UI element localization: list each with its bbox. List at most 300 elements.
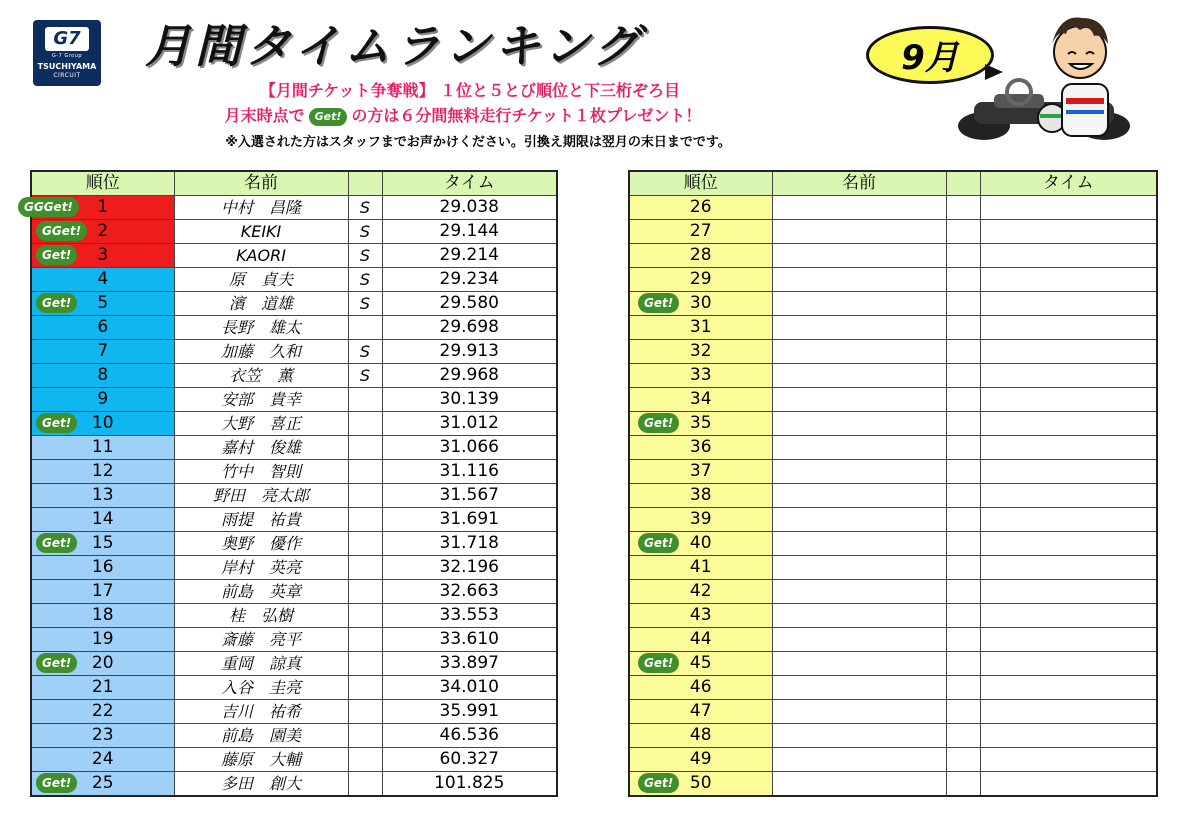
rank-cell <box>31 388 174 412</box>
ranking-table-right <box>628 170 1158 797</box>
logo-mark: G7 <box>45 27 89 51</box>
table-row <box>31 316 557 340</box>
name-cell: 原 貞夫 <box>174 268 348 292</box>
rank-number: 28 <box>689 245 712 265</box>
get-badge: Get! <box>638 653 679 673</box>
rank-number: 12 <box>91 461 114 481</box>
class-badge-cell <box>348 460 382 484</box>
get-badge-inline: Get! <box>309 108 348 126</box>
table-row <box>31 532 557 556</box>
name-cell: 嘉村 俊雄 <box>174 436 348 460</box>
class-badge-cell <box>946 220 980 244</box>
class-badge-cell: S <box>348 244 382 268</box>
name-cell: 大野 喜正 <box>174 412 348 436</box>
rank-number: 49 <box>689 749 712 769</box>
table-row <box>31 436 557 460</box>
class-badge-cell <box>946 676 980 700</box>
rank-number: 42 <box>689 581 712 601</box>
rank-cell <box>31 724 174 748</box>
table-row <box>31 196 557 220</box>
table-row <box>629 676 1157 700</box>
time-cell: 30.139 <box>382 388 557 412</box>
name-cell <box>772 316 946 340</box>
name-cell <box>772 676 946 700</box>
class-badge-cell <box>946 436 980 460</box>
name-cell: KAORI <box>174 244 348 268</box>
table-row <box>31 604 557 628</box>
rank-cell <box>629 532 772 556</box>
time-cell: 34.010 <box>382 676 557 700</box>
col-time-header: タイム <box>980 171 1157 196</box>
table-row <box>31 508 557 532</box>
time-cell <box>980 460 1157 484</box>
logo-name: TSUCHIYAMA <box>37 62 97 71</box>
name-cell: 重岡 諒真 <box>174 652 348 676</box>
rank-number: 8 <box>97 365 109 385</box>
time-cell <box>980 340 1157 364</box>
logo-group: G-7 Group <box>51 53 83 59</box>
rank-number: 44 <box>689 629 712 649</box>
class-badge-cell <box>946 196 980 220</box>
class-badge-cell <box>348 676 382 700</box>
table-header-row <box>31 171 557 196</box>
class-badge-cell <box>946 412 980 436</box>
class-badge-cell <box>946 268 980 292</box>
get-badge: Get! <box>36 773 77 793</box>
rank-number: 1 <box>97 197 109 217</box>
name-cell <box>772 748 946 772</box>
class-badge-cell: S <box>348 340 382 364</box>
time-cell <box>980 268 1157 292</box>
name-cell <box>772 460 946 484</box>
rank-number: 6 <box>97 317 109 337</box>
class-badge-cell <box>946 388 980 412</box>
rank-number: 27 <box>689 221 712 241</box>
name-cell: 多田 創大 <box>174 772 348 797</box>
class-badge-cell <box>348 388 382 412</box>
time-cell: 101.825 <box>382 772 557 797</box>
class-badge-cell <box>348 436 382 460</box>
rank-cell <box>31 220 174 244</box>
get-badge: Get! <box>36 245 77 265</box>
class-badge-cell <box>348 748 382 772</box>
time-cell <box>980 700 1157 724</box>
table-row <box>31 772 557 797</box>
rank-cell <box>629 604 772 628</box>
rank-number: 31 <box>689 317 712 337</box>
rank-number: 48 <box>689 725 712 745</box>
logo-sub: CIRCUIT <box>53 72 81 79</box>
rank-cell <box>629 244 772 268</box>
class-badge-cell <box>348 604 382 628</box>
time-cell: 29.698 <box>382 316 557 340</box>
rank-cell <box>31 436 174 460</box>
class-badge-cell <box>348 508 382 532</box>
table-row <box>31 724 557 748</box>
rank-cell <box>629 340 772 364</box>
rank-number: 13 <box>91 485 114 505</box>
table-row <box>629 532 1157 556</box>
rank-cell <box>31 292 174 316</box>
rank-number: 46 <box>689 677 712 697</box>
rank-cell <box>31 316 174 340</box>
get-badge: GGGet! <box>18 197 79 217</box>
rank-number: 30 <box>689 293 712 313</box>
rank-number: 43 <box>689 605 712 625</box>
rank-number: 47 <box>689 701 712 721</box>
time-cell: 31.718 <box>382 532 557 556</box>
table-row <box>629 604 1157 628</box>
col-time-header: タイム <box>382 171 557 196</box>
table-row <box>629 436 1157 460</box>
circuit-logo <box>33 20 101 86</box>
class-badge-cell <box>946 556 980 580</box>
class-badge-cell <box>348 772 382 797</box>
time-cell <box>980 532 1157 556</box>
rank-number: 3 <box>97 245 109 265</box>
get-badge: Get! <box>638 293 679 313</box>
name-cell <box>772 364 946 388</box>
class-badge-cell <box>348 652 382 676</box>
name-cell: 加藤 久和 <box>174 340 348 364</box>
class-badge-cell <box>348 628 382 652</box>
rank-cell <box>629 700 772 724</box>
rank-number: 45 <box>689 653 712 673</box>
table-row <box>31 748 557 772</box>
rank-cell <box>629 460 772 484</box>
rank-cell <box>629 220 772 244</box>
table-row <box>31 700 557 724</box>
rank-number: 37 <box>689 461 712 481</box>
table-header-row <box>629 171 1157 196</box>
page-title: 月間タイムランキング <box>145 19 643 73</box>
class-badge-cell <box>348 316 382 340</box>
rank-number: 24 <box>91 749 114 769</box>
class-badge-cell <box>946 700 980 724</box>
rank-number: 10 <box>91 413 114 433</box>
table-row <box>31 388 557 412</box>
rank-cell <box>629 364 772 388</box>
name-cell <box>772 340 946 364</box>
table-row <box>629 460 1157 484</box>
rank-cell <box>629 196 772 220</box>
rank-cell <box>629 292 772 316</box>
rank-number: 20 <box>91 653 114 673</box>
table-row <box>629 652 1157 676</box>
name-cell <box>772 484 946 508</box>
campaign-line-2-end: の方は６分間無料走行チケット１枚プレゼント！ <box>351 106 702 125</box>
name-cell <box>772 244 946 268</box>
time-cell <box>980 652 1157 676</box>
rank-number: 5 <box>97 293 109 313</box>
table-row <box>629 340 1157 364</box>
name-cell <box>772 556 946 580</box>
class-badge-cell <box>946 580 980 604</box>
rank-number: 39 <box>689 509 712 529</box>
name-cell <box>772 604 946 628</box>
rank-number: 34 <box>689 389 712 409</box>
get-badge: GGet! <box>36 221 87 241</box>
col-badge-header <box>348 171 382 196</box>
rank-cell <box>629 628 772 652</box>
rank-cell <box>31 652 174 676</box>
table-row <box>629 364 1157 388</box>
table-row <box>31 628 557 652</box>
time-cell: 31.066 <box>382 436 557 460</box>
class-badge-cell <box>946 316 980 340</box>
class-badge-cell <box>946 340 980 364</box>
name-cell: 入谷 圭亮 <box>174 676 348 700</box>
rank-cell <box>31 604 174 628</box>
table-row <box>629 388 1157 412</box>
campaign-note: ※入選された方はスタッフまでお声かけください。引換え期限は翌月の末日までです。 <box>225 135 731 150</box>
mascot-kart-illustration <box>944 14 1144 148</box>
get-badge: Get! <box>36 293 77 313</box>
table-row <box>31 292 557 316</box>
time-cell <box>980 220 1157 244</box>
time-cell <box>980 388 1157 412</box>
rank-number: 4 <box>97 269 109 289</box>
name-cell: 安部 貴幸 <box>174 388 348 412</box>
class-badge-cell <box>348 724 382 748</box>
rank-number: 21 <box>91 677 114 697</box>
class-badge-cell <box>946 652 980 676</box>
get-badge: Get! <box>36 413 77 433</box>
get-badge: Get! <box>638 533 679 553</box>
rank-cell <box>629 508 772 532</box>
time-cell: 29.214 <box>382 244 557 268</box>
rank-cell <box>629 436 772 460</box>
get-badge: Get! <box>638 413 679 433</box>
name-cell <box>772 268 946 292</box>
time-cell <box>980 556 1157 580</box>
rank-number: 7 <box>97 341 109 361</box>
rank-number: 50 <box>689 773 712 793</box>
table-row <box>629 724 1157 748</box>
rank-number: 25 <box>91 773 114 793</box>
time-cell: 60.327 <box>382 748 557 772</box>
time-cell <box>980 484 1157 508</box>
rank-cell <box>31 460 174 484</box>
get-badge: Get! <box>36 653 77 673</box>
rank-cell <box>31 244 174 268</box>
time-cell: 29.580 <box>382 292 557 316</box>
rank-cell <box>629 748 772 772</box>
table-row <box>629 628 1157 652</box>
name-cell: 藤原 大輔 <box>174 748 348 772</box>
rank-cell <box>31 556 174 580</box>
table-row <box>629 292 1157 316</box>
name-cell <box>772 436 946 460</box>
name-cell: 竹中 智則 <box>174 460 348 484</box>
table-row <box>31 556 557 580</box>
class-badge-cell: S <box>348 196 382 220</box>
rank-number: 40 <box>689 533 712 553</box>
table-row <box>31 340 557 364</box>
class-badge-cell <box>946 748 980 772</box>
name-cell: 濱 道雄 <box>174 292 348 316</box>
name-cell: 奥野 優作 <box>174 532 348 556</box>
rank-number: 19 <box>91 629 114 649</box>
rank-cell <box>31 508 174 532</box>
time-cell: 31.116 <box>382 460 557 484</box>
rank-number: 33 <box>689 365 712 385</box>
rank-cell <box>31 580 174 604</box>
rank-cell <box>31 340 174 364</box>
class-badge-cell: S <box>348 364 382 388</box>
name-cell: 前島 園美 <box>174 724 348 748</box>
rank-number: 23 <box>91 725 114 745</box>
table-row <box>629 556 1157 580</box>
rank-cell <box>31 484 174 508</box>
get-badge: Get! <box>36 533 77 553</box>
rank-number: 38 <box>689 485 712 505</box>
name-cell <box>772 700 946 724</box>
table-row <box>629 508 1157 532</box>
class-badge-cell <box>946 628 980 652</box>
rank-number: 22 <box>91 701 114 721</box>
class-badge-cell <box>946 244 980 268</box>
table-row <box>31 268 557 292</box>
rank-cell <box>629 676 772 700</box>
rank-cell <box>629 724 772 748</box>
name-cell <box>772 532 946 556</box>
time-cell: 29.913 <box>382 340 557 364</box>
time-cell: 35.991 <box>382 700 557 724</box>
name-cell: 野田 亮太郎 <box>174 484 348 508</box>
time-cell: 31.012 <box>382 412 557 436</box>
table-row <box>31 412 557 436</box>
rank-cell <box>31 628 174 652</box>
rank-cell <box>31 772 174 797</box>
table-row <box>31 244 557 268</box>
table-row <box>629 268 1157 292</box>
time-cell <box>980 724 1157 748</box>
table-row <box>629 484 1157 508</box>
time-cell <box>980 508 1157 532</box>
rank-cell <box>629 652 772 676</box>
time-cell: 29.968 <box>382 364 557 388</box>
rank-number: 16 <box>91 557 114 577</box>
name-cell: 衣笠 薫 <box>174 364 348 388</box>
name-cell <box>772 724 946 748</box>
table-row <box>629 316 1157 340</box>
name-cell <box>772 412 946 436</box>
rank-cell <box>629 772 772 797</box>
name-cell <box>772 628 946 652</box>
time-cell: 33.897 <box>382 652 557 676</box>
time-cell <box>980 364 1157 388</box>
col-badge-header <box>946 171 980 196</box>
name-cell <box>772 388 946 412</box>
rank-number: 2 <box>97 221 109 241</box>
get-badge: Get! <box>638 773 679 793</box>
col-rank-header: 順位 <box>629 171 772 196</box>
rank-cell <box>629 388 772 412</box>
rank-number: 9 <box>97 389 109 409</box>
rank-number: 15 <box>91 533 114 553</box>
class-badge-cell: S <box>348 220 382 244</box>
time-cell <box>980 604 1157 628</box>
month-bubble: 9月 <box>866 26 994 84</box>
rank-number: 11 <box>91 437 114 457</box>
rank-number: 29 <box>689 269 712 289</box>
class-badge-cell <box>946 508 980 532</box>
class-badge-cell <box>946 532 980 556</box>
name-cell <box>772 292 946 316</box>
name-cell: KEIKI <box>174 220 348 244</box>
time-cell: 29.144 <box>382 220 557 244</box>
rank-number: 41 <box>689 557 712 577</box>
table-row <box>629 772 1157 797</box>
time-cell: 33.610 <box>382 628 557 652</box>
rank-cell <box>31 700 174 724</box>
rank-cell <box>31 412 174 436</box>
class-badge-cell <box>946 484 980 508</box>
table-row <box>629 412 1157 436</box>
rank-number: 14 <box>91 509 114 529</box>
rank-cell <box>31 532 174 556</box>
campaign-line-2 <box>78 103 848 126</box>
name-cell: 斎藤 亮平 <box>174 628 348 652</box>
col-name-header: 名前 <box>772 171 946 196</box>
time-cell <box>980 412 1157 436</box>
time-cell: 31.691 <box>382 508 557 532</box>
rank-number: 35 <box>689 413 712 433</box>
name-cell: 岸村 英亮 <box>174 556 348 580</box>
name-cell <box>772 580 946 604</box>
time-cell <box>980 748 1157 772</box>
time-cell <box>980 772 1157 797</box>
table-row <box>629 748 1157 772</box>
table-row <box>31 652 557 676</box>
rank-cell <box>629 556 772 580</box>
table-row <box>629 196 1157 220</box>
time-cell <box>980 628 1157 652</box>
rank-cell <box>629 484 772 508</box>
time-cell <box>980 580 1157 604</box>
name-cell: 前島 英章 <box>174 580 348 604</box>
name-cell: 中村 昌隆 <box>174 196 348 220</box>
class-badge-cell <box>348 532 382 556</box>
table-row <box>31 220 557 244</box>
time-cell <box>980 196 1157 220</box>
name-cell <box>772 772 946 797</box>
table-row <box>31 364 557 388</box>
time-cell: 31.567 <box>382 484 557 508</box>
table-row <box>31 580 557 604</box>
class-badge-cell: S <box>348 268 382 292</box>
name-cell: 長野 雄太 <box>174 316 348 340</box>
rank-cell <box>629 268 772 292</box>
name-cell: 桂 弘樹 <box>174 604 348 628</box>
name-cell <box>772 652 946 676</box>
class-badge-cell <box>348 580 382 604</box>
rank-number: 17 <box>91 581 114 601</box>
rank-number: 32 <box>689 341 712 361</box>
time-cell: 32.196 <box>382 556 557 580</box>
class-badge-cell <box>348 484 382 508</box>
campaign-line-1: 【月間チケット争奪戦】 １位と５とび順位と下三桁ぞろ目 <box>259 81 681 100</box>
col-rank-header: 順位 <box>31 171 174 196</box>
time-cell: 32.663 <box>382 580 557 604</box>
class-badge-cell <box>348 556 382 580</box>
rank-cell <box>629 316 772 340</box>
name-cell <box>772 196 946 220</box>
rank-cell <box>629 580 772 604</box>
rank-cell <box>629 412 772 436</box>
time-cell: 33.553 <box>382 604 557 628</box>
